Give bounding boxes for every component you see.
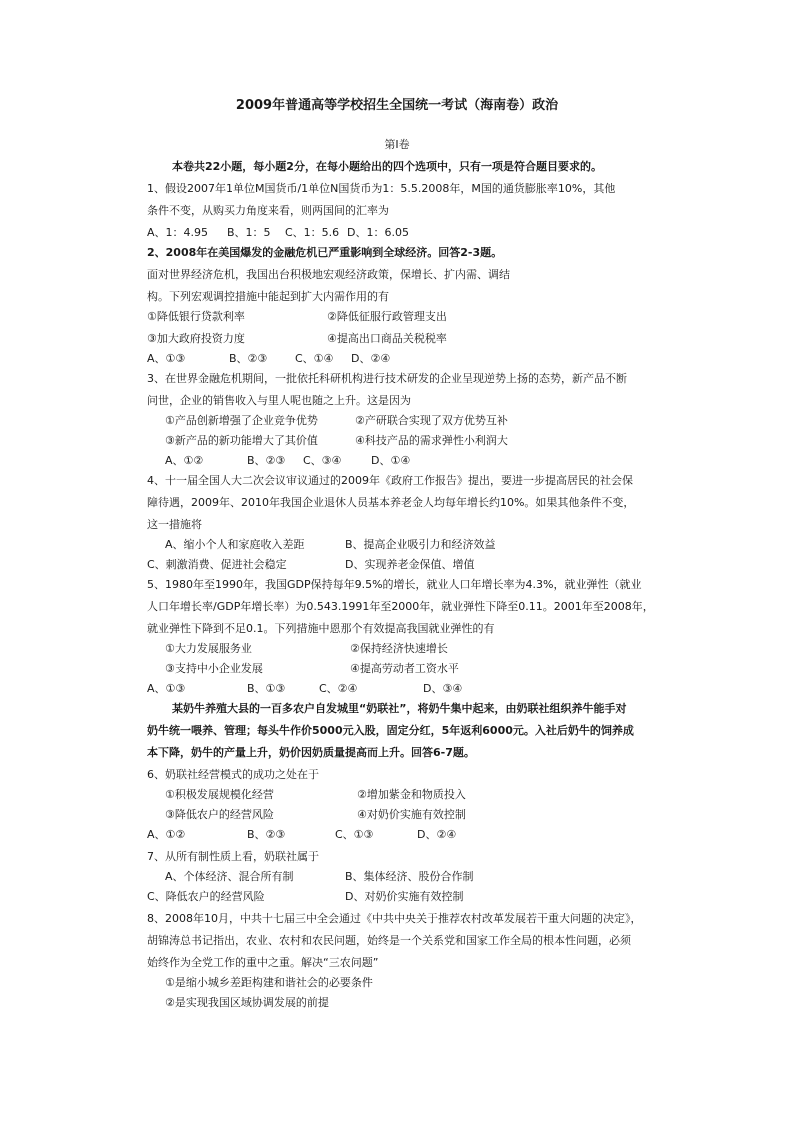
q6-item-4: ④对奶价实施有效控制: [357, 808, 466, 821]
q8-line3: 始终作为全党工作的重中之重。解决“三农问题”: [147, 956, 379, 969]
q5-option-b: B、①③: [247, 682, 286, 695]
q1-option-d: D、1：6.05: [347, 226, 409, 239]
q2-item-4: ④提高出口商品关税税率: [327, 332, 447, 345]
q4-options-row1: [165, 538, 496, 552]
q3-options: [165, 454, 410, 468]
q3-items-row2: [165, 434, 508, 448]
q6-option-c: C、①③: [335, 828, 374, 841]
q8-line2: 胡锦涛总书记指出，农业、农村和农民问题，始终是一个关系党和国家工作全局的根本性问题，必须: [147, 934, 631, 947]
q2-option-b: B、②③: [229, 352, 268, 365]
q3-option-b: B、②③: [247, 454, 286, 467]
q4-option-a: A、缩小个人和家庭收入差距: [165, 538, 305, 551]
q4-line3: 这一措施将: [147, 518, 202, 531]
q4-options-row2: [147, 558, 474, 572]
q5-item-2: ②保持经济快速增长: [350, 642, 448, 655]
q6-option-a: A、①②: [147, 828, 186, 841]
q3-line2: 问世，企业的销售收入与里人呢也随之上升。这是因为: [147, 394, 411, 407]
q2-item-1: ①降低银行贷款利率: [147, 310, 245, 323]
q7-option-b: B、集体经济、股份合作制: [345, 870, 474, 883]
q5-line2: 人口年增长率/GDP年增长率）为0.543.1991年至2000年，就业弹性下降至0.11。2001年至2008年，: [147, 600, 654, 613]
q2-line1: 面对世界经济危机，我国出台积极地宏观经济政策，保增长、扩内需、调结: [147, 268, 510, 281]
q5-item-4: ④提高劳动者工资水平: [350, 662, 459, 675]
q2-items-row2: [147, 332, 447, 346]
q4-option-d: D、实现养老金保值、增值: [345, 558, 475, 571]
q5-line1: 5、1980年至1990年，我国GDP保持每年9.5%的增长，就业人口年增长率为4.3%，就业弹性（就业: [147, 578, 642, 591]
q7-options-row2: [147, 890, 463, 904]
q4-line1: 4、十一届全国人大二次会议审议通过的2009年《政府工作报告》提出，要进一步提高居民的社会保: [147, 474, 633, 487]
q3-item-1: ①产品创新增强了企业竞争优势: [165, 414, 318, 427]
q6-items-row2: [165, 808, 466, 822]
q2-option-c: C、①④: [295, 352, 334, 365]
q2-items-row1: [147, 310, 447, 324]
q4-option-b: B、提高企业吸引力和经济效益: [345, 538, 496, 551]
q3-line1: 3、在世界金融危机期间，一批依托科研机构进行技术研发的企业呈现逆势上扬的态势，新产品不断: [147, 372, 627, 385]
q2-line2: 构。下列宏观调控措施中能起到扩大内需作用的有: [147, 290, 389, 303]
q1-line2: 条件不变，从购买力角度来看，则两国间的汇率为: [147, 204, 389, 217]
q5-items-row1: [165, 642, 448, 656]
q2-option-d: D、②④: [351, 352, 391, 365]
q2-options: [147, 352, 390, 366]
q3-items-row1: [165, 414, 508, 428]
q6-item-2: ②增加紫金和物质投入: [357, 788, 466, 801]
q1-option-a: A、1：4.95: [147, 226, 209, 239]
q6-item-3: ③降低农户的经营风险: [165, 808, 274, 821]
q3-item-3: ③新产品的新功能增大了其价值: [165, 434, 318, 447]
q7-stem: 7、从所有制性质上看，奶联社属于: [147, 850, 319, 863]
q4-line2: 障待遇，2009年、2010年我国企业退休人员基本养老金人均每年增长约10%。如果其他条件不变，: [147, 496, 635, 509]
q67-line2: 奶牛统一喂养、管理；每头牛作价5000元入股，固定分红，5年返利6000元。入社后奶牛的饲养成: [147, 724, 634, 737]
q5-option-c: C、②④: [319, 682, 358, 695]
q7-option-a: A、个体经济、混合所有制: [165, 870, 294, 883]
q3-option-d: D、①④: [371, 454, 411, 467]
q1-line1: 1、假设2007年1单位M国货币/1单位N国货币为1：5.5.2008年，M国的通货膨胀率10%，其他: [147, 182, 616, 195]
q67-line1: 某奶牛养殖大县的一百多农户自发城里“奶联社”，将奶牛集中起来，由奶联社组织养牛能手对: [172, 702, 627, 715]
q1-options: [147, 226, 409, 240]
q8-item-2: ②是实现我国区域协调发展的前提: [165, 996, 329, 1009]
q7-option-c: C、降低农户的经营风险: [147, 890, 265, 903]
q2-item-3: ③加大政府投资力度: [147, 332, 245, 345]
q7-option-d: D、对奶价实施有效控制: [345, 890, 464, 903]
q3-option-c: C、③④: [303, 454, 342, 467]
q1-option-c: C、1：5.6: [285, 226, 340, 239]
section-heading: 第Ⅰ卷: [384, 138, 410, 151]
q8-item-1: ①是缩小城乡差距构建和谐社会的必要条件: [165, 976, 373, 989]
q6-item-1: ①积极发展规模化经营: [165, 788, 274, 801]
q7-options-row1: [165, 870, 474, 884]
page-title: 2009年普通高等学校招生全国统一考试（海南卷）政治: [235, 98, 559, 113]
q6-option-d: D、②④: [417, 828, 457, 841]
q6-option-b: B、②③: [247, 828, 286, 841]
q5-line3: 就业弹性下降到不足0.1。下列措施中恩那个有效提高我国就业弹性的有: [147, 622, 495, 635]
q5-item-3: ③支持中小企业发展: [165, 662, 263, 675]
q6-stem: 6、奶联社经营模式的成功之处在于: [147, 768, 319, 781]
q5-item-1: ①大力发展服务业: [165, 642, 252, 655]
q6-options: [147, 828, 456, 842]
instructions: 本卷共22小题，每小题2分，在每小题给出的四个选项中，只有一项是符合题目要求的。: [172, 160, 602, 173]
q3-item-4: ④科技产品的需求弹性小利润大: [355, 434, 508, 447]
q67-line3: 本下降，奶牛的产量上升，奶价因奶质量提高而上升。回答6-7题。: [147, 746, 475, 759]
q5-option-a: A、①③: [147, 682, 186, 695]
q3-item-2: ②产研联合实现了双方优势互补: [355, 414, 508, 427]
q3-option-a: A、①②: [165, 454, 204, 467]
q1-option-b: B、1：5: [227, 226, 271, 239]
q2-intro: 2、2008年在美国爆发的金融危机已严重影响到全球经济。回答2-3题。: [147, 246, 503, 259]
q2-option-a: A、①③: [147, 352, 186, 365]
q5-items-row2: [165, 662, 459, 676]
q5-option-d: D、③④: [423, 682, 463, 695]
q5-options: [147, 682, 462, 696]
q6-items-row1: [165, 788, 466, 802]
q4-option-c: C、刺激消费、促进社会稳定: [147, 558, 287, 571]
q8-line1: 8、2008年10月，中共十七届三中全会通过《中共中央关于推荐农村改革发展若干重大问题的决定》，: [147, 912, 642, 925]
q2-item-2: ②降低征服行政管理支出: [327, 310, 447, 323]
